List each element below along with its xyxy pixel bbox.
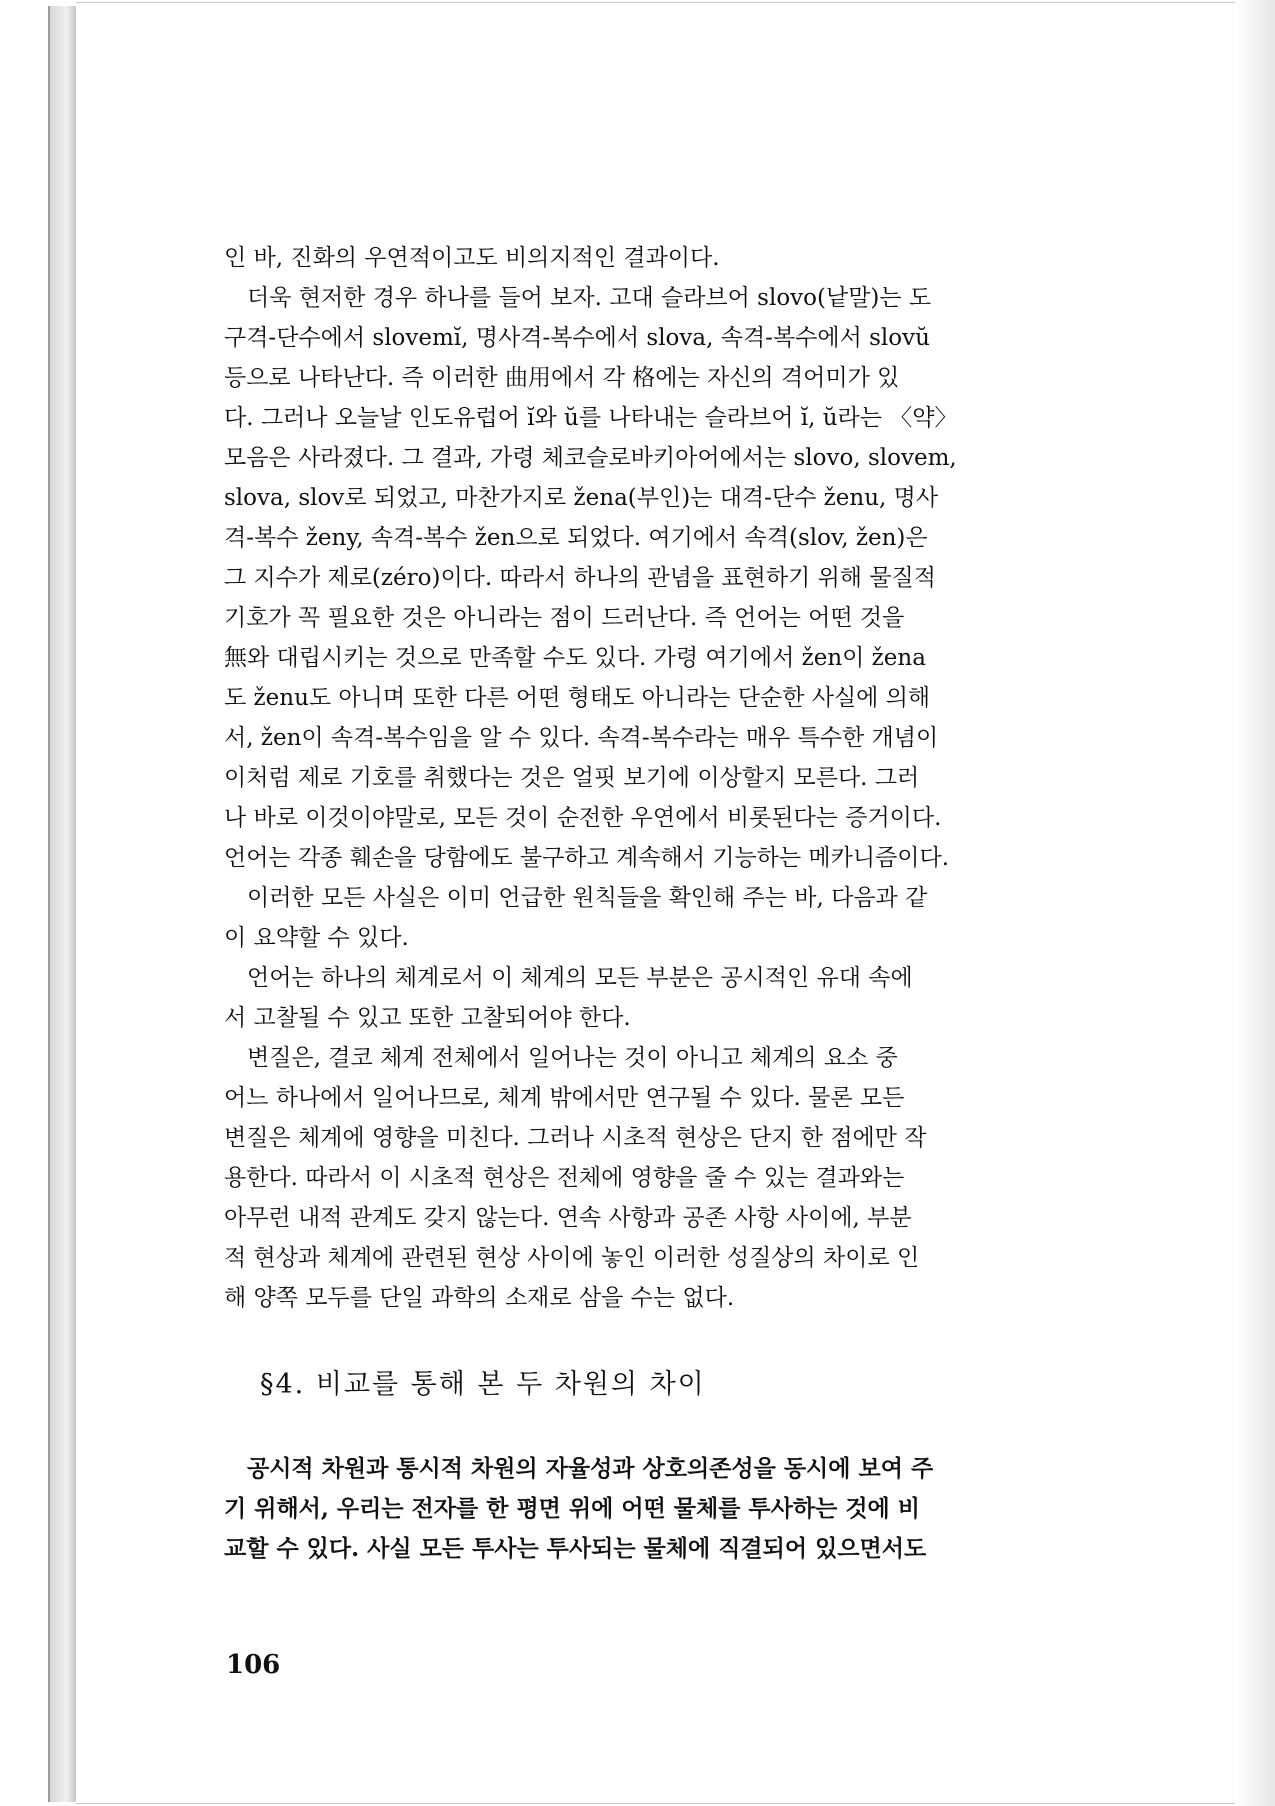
page-shadow	[1235, 0, 1275, 1806]
text-line: 기 위해서, 우리는 전자를 한 평면 위에 어떤 물체를 투사하는 것에 비	[224, 1495, 920, 1522]
text-line: 이러한 모든 사실은 이미 언급한 원칙들을 확인해 주는 바, 다음과 같	[224, 885, 928, 911]
text-line: 해 양쪽 모두를 단일 과학의 소재로 삼을 수는 없다.	[224, 1285, 735, 1311]
text-line: 어느 하나에서 일어나므로, 체계 밖에서만 연구될 수 있다. 물론 모든	[224, 1085, 905, 1111]
text-line: 서 고찰될 수 있고 또한 고찰되어야 한다.	[224, 1005, 631, 1031]
text-line: 無와 대립시키는 것으로 만족할 수도 있다. 가령 여기에서 žen이 žena	[224, 645, 926, 671]
text-line: 변질은, 결코 체계 전체에서 일어나는 것이 아니고 체계의 요소 중	[224, 1045, 898, 1071]
text-line: 언어는 각종 훼손을 당함에도 불구하고 계속해서 기능하는 메카니즘이다.	[224, 845, 950, 871]
page-body	[224, 238, 1124, 1569]
text-line: 도 ženu도 아니며 또한 다른 어떤 형태도 아니라는 단순한 사실에 의해	[224, 685, 931, 711]
text-line: 공시적 차원과 통시적 차원의 자율성과 상호의존성을 동시에 보여 주	[224, 1455, 934, 1482]
text-line: 구격-단수에서 slovemĭ, 명사격-복수에서 slova, 속격-복수에서 slovŭ	[224, 325, 930, 351]
text-line: 이 요약할 수 있다.	[224, 925, 409, 951]
text-line: 서, žen이 속격-복수임을 알 수 있다. 속격-복수라는 매우 특수한 개념이	[224, 725, 939, 751]
section-paragraph	[224, 1449, 1124, 1569]
text-line: 인 바, 진화의 우연적이고도 비의지적인 결과이다.	[224, 245, 720, 271]
text-line: 언어는 하나의 체계로서 이 체계의 모든 부분은 공시적인 유대 속에	[224, 965, 913, 991]
text-line: 용한다. 따라서 이 시초적 현상은 전체에 영향을 줄 수 있는 결과와는	[224, 1165, 905, 1191]
text-line: 등으로 나타난다. 즉 이러한 曲用에서 각 格에는 자신의 격어미가 있	[224, 365, 900, 391]
text-line: 모음은 사라졌다. 그 결과, 가령 체코슬로바키아어에서는 slovo, slovem,	[224, 445, 957, 471]
text-line: 이처럼 제로 기호를 취했다는 것은 얼핏 보기에 이상할지 모른다. 그러	[224, 765, 920, 791]
text-line: 더욱 현저한 경우 하나를 들어 보자. 고대 슬라브어 slovo(낱말)는 도	[224, 285, 932, 311]
text-line: 그 지수가 제로(zéro)이다. 따라서 하나의 관념을 표현하기 위해 물질적	[224, 565, 936, 591]
text-line: slova, slov로 되었고, 마찬가지로 žena(부인)는 대격-단수 ženu, 명사	[224, 485, 939, 511]
text-line: 아무런 내적 관계도 갖지 않는다. 연속 사항과 공존 사항 사이에, 부분	[224, 1205, 912, 1231]
text-line: 교할 수 있다. 사실 모든 투사는 투사되는 물체에 직결되어 있으면서도	[224, 1535, 927, 1562]
page-number: 106	[226, 1650, 281, 1680]
text-line: 변질은 체계에 영향을 미친다. 그러나 시초적 현상은 단지 한 점에만 작	[224, 1125, 927, 1151]
text-line: 나 바로 이것이야말로, 모든 것이 순전한 우연에서 비롯된다는 증거이다.	[224, 805, 942, 831]
text-line: 적 현상과 체계에 관련된 현상 사이에 놓인 이러한 성질상의 차이로 인	[224, 1245, 920, 1271]
text-line: 격-복수 ženy, 속격-복수 žen으로 되었다. 여기에서 속격(slov, žen)은	[224, 525, 928, 551]
text-line: 다. 그러나 오늘날 인도유럽어 ĭ와 ŭ를 나타내는 슬라브어 ĭ, ŭ라는 〈약〉	[224, 405, 958, 431]
text-line: 기호가 꼭 필요한 것은 아니라는 점이 드러난다. 즉 언어는 어떤 것을	[224, 605, 905, 631]
section-heading: §4. 비교를 통해 본 두 차원의 차이	[260, 1369, 706, 1400]
book-spine-edge	[48, 6, 79, 1802]
